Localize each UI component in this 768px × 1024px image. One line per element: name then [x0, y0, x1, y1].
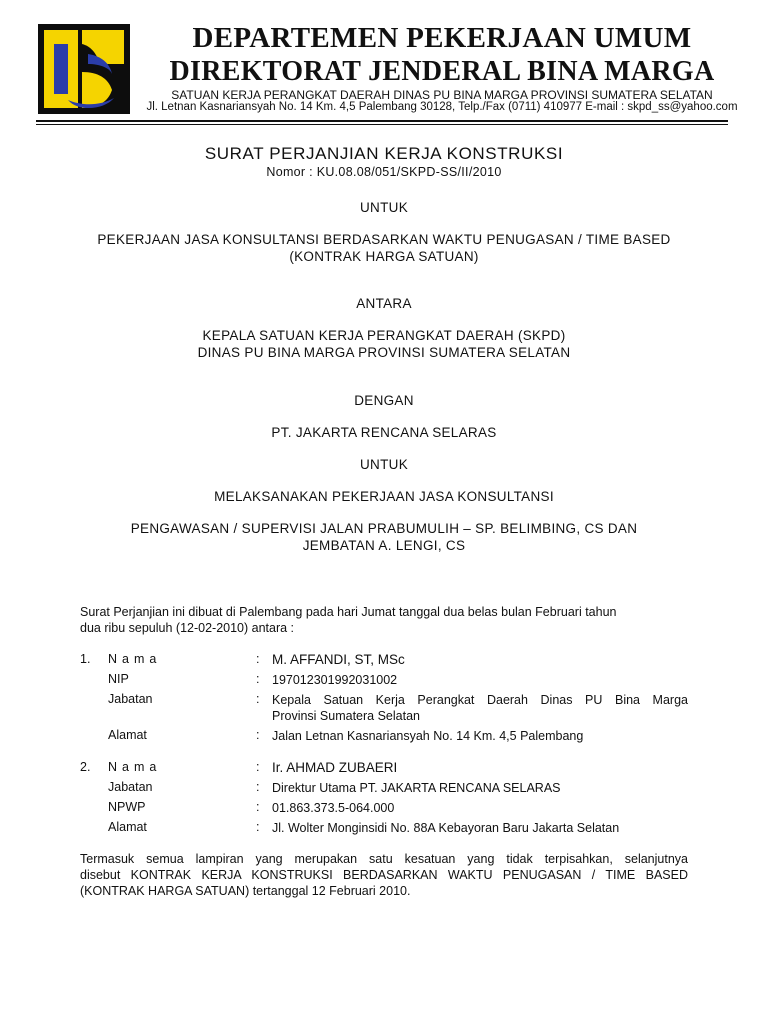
- party1-nip-colon: :: [256, 672, 260, 686]
- closing-paragraph-line3: (KONTRAK HARGA SATUAN) tertanggal 12 Februari 2010.: [80, 884, 411, 898]
- letterhead-directorate: DIREKTORAT JENDERAL BINA MARGA: [169, 56, 715, 87]
- party2-number: 2.: [80, 760, 91, 774]
- party2-jabatan-colon: :: [256, 780, 260, 794]
- party2-alamat-label: Alamat: [108, 820, 147, 834]
- work-description: MELAKSANAKAN PEKERJAAN JASA KONSULTANSI: [214, 489, 554, 504]
- document-title: SURAT PERJANJIAN KERJA KONSTRUKSI: [204, 144, 564, 163]
- party2-npwp-value: 01.863.373.5-064.000: [272, 801, 395, 815]
- second-party-company: PT. JAKARTA RENCANA SELARAS: [271, 425, 497, 440]
- party2-nama-value: Ir. AHMAD ZUBAERI: [272, 760, 398, 775]
- heading-antara: ANTARA: [356, 296, 412, 311]
- party2-npwp-colon: :: [256, 800, 260, 814]
- intro-paragraph-line2: dua ribu sepuluh (12-02-2010) antara :: [80, 621, 295, 635]
- party2-nama-colon: :: [256, 760, 260, 774]
- work-type-line1: PEKERJAAN JASA KONSULTANSI BERDASARKAN WAKTU PENUGASAN / TIME BASED: [97, 232, 671, 247]
- party1-alamat-value: Jalan Letnan Kasnariansyah No. 14 Km. 4,5 Palembang: [272, 729, 584, 743]
- party1-jabatan-colon: :: [256, 692, 260, 706]
- letterhead-rule-thin: [36, 124, 728, 125]
- party1-jabatan-line1: Kepala Satuan Kerja Perangkat Daerah Dinas PU Bina Marga: [272, 693, 688, 707]
- letterhead-rule-thick: [36, 120, 728, 122]
- project-name-line1: PENGAWASAN / SUPERVISI JALAN PRABUMULIH – SP. BELIMBING, CS DAN: [130, 521, 638, 536]
- party2-jabatan-value: Direktur Utama PT. JAKARTA RENCANA SELARAS: [272, 781, 561, 795]
- heading-dengan: DENGAN: [354, 393, 414, 408]
- party1-jabatan-line2: Provinsi Sumatera Selatan: [272, 709, 420, 723]
- letterhead-address: Jl. Letnan Kasnariansyah No. 14 Km. 4,5 Palembang 30128, Telp./Fax (0711) 410977 E-mail : skpd_ss@yahoo.com: [146, 101, 738, 113]
- pu-logo-icon: [38, 24, 130, 114]
- intro-paragraph-line1: Surat Perjanjian ini dibuat di Palembang pada hari Jumat tanggal dua belas bulan Februari tahun: [80, 605, 617, 619]
- document-number: Nomor : KU.08.08/051/SKPD-SS/II/2010: [266, 165, 502, 179]
- party2-npwp-label: NPWP: [108, 800, 146, 814]
- party1-nip-value: 197012301992031002: [272, 673, 398, 687]
- party1-jabatan-label: Jabatan: [108, 692, 153, 706]
- closing-paragraph-line2: disebut KONTRAK KERJA KONSTRUKSI BERDASARKAN WAKTU PENUGASAN / TIME BASED: [80, 868, 688, 882]
- party1-nama-colon: :: [256, 652, 260, 666]
- first-party-line2: DINAS PU BINA MARGA PROVINSI SUMATERA SELATAN: [197, 345, 571, 360]
- party1-nama-label: Nama: [108, 652, 162, 666]
- work-type-line2: (KONTRAK HARGA SATUAN): [289, 249, 479, 264]
- letterhead-unit: SATUAN KERJA PERANGKAT DAERAH DINAS PU BINA MARGA PROVINSI SUMATERA SELATAN: [171, 88, 713, 102]
- heading-untuk: UNTUK: [360, 200, 408, 215]
- party2-alamat-colon: :: [256, 820, 260, 834]
- party2-nama-label: Nama: [108, 760, 162, 774]
- project-name-line2: JEMBATAN A. LENGI, CS: [302, 538, 466, 553]
- party1-number: 1.: [80, 652, 91, 666]
- heading-untuk-2: UNTUK: [360, 457, 408, 472]
- party2-jabatan-label: Jabatan: [108, 780, 153, 794]
- letterhead-department: DEPARTEMEN PEKERJAAN UMUM: [192, 22, 692, 54]
- party1-nama-value: M. AFFANDI, ST, MSc: [272, 652, 405, 667]
- closing-paragraph-line1: Termasuk semua lampiran yang merupakan satu kesatuan yang tidak terpisahkan, selanjutnya: [80, 852, 688, 866]
- first-party-line1: KEPALA SATUAN KERJA PERANGKAT DAERAH (SKPD): [202, 328, 566, 343]
- party1-alamat-label: Alamat: [108, 728, 147, 742]
- party2-alamat-value: Jl. Wolter Monginsidi No. 88A Kebayoran Baru Jakarta Selatan: [272, 821, 620, 835]
- party1-nip-label: NIP: [108, 672, 129, 686]
- party1-alamat-colon: :: [256, 728, 260, 742]
